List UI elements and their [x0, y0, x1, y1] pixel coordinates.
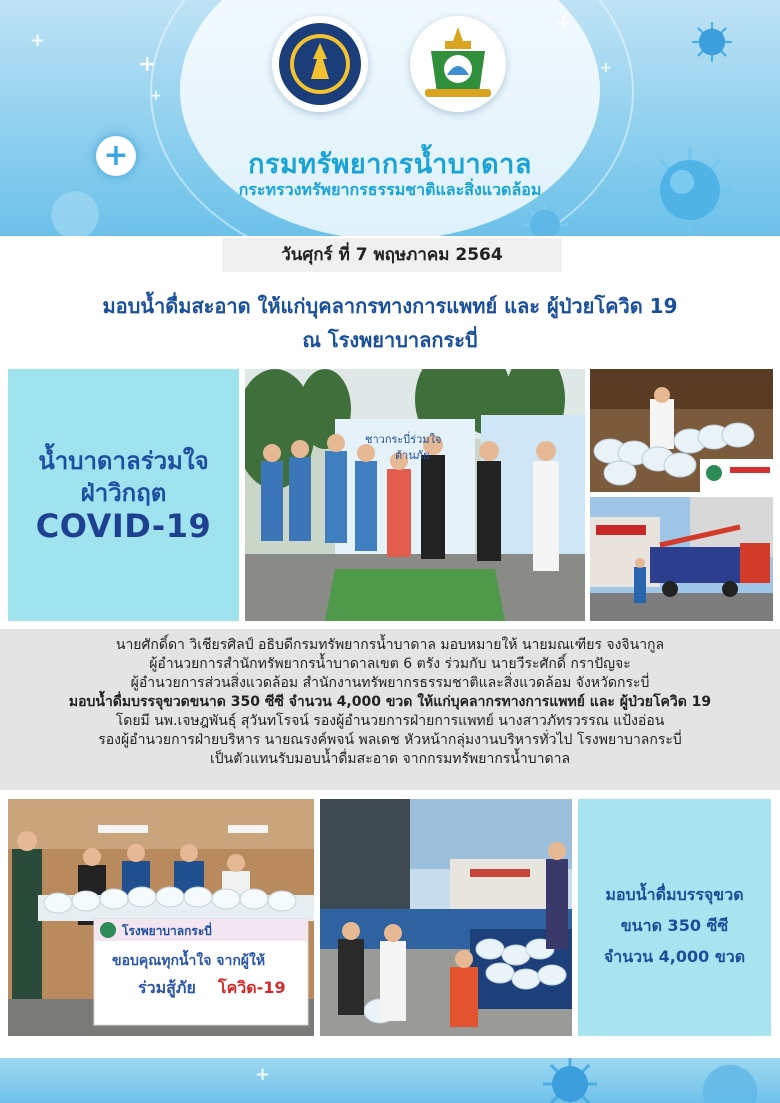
banner-line2b: โควิด-19: [218, 978, 286, 997]
hospital-handover-photo: [8, 799, 314, 1036]
plus-icon: +: [30, 30, 46, 51]
plus-icon: +: [600, 60, 612, 76]
unloading-photo: [320, 799, 572, 1036]
virus-icon: [520, 200, 570, 236]
header-banner: [0, 0, 780, 236]
virus-icon: [690, 1058, 770, 1103]
slogan-line3: COVID-19: [35, 507, 212, 545]
department-title: กรมทรัพยากรน้ำบาดาล: [248, 149, 532, 180]
headline-line1: มอบน้ำดื่มสะอาด ให้แก่บุคลากรทางการแพทย์ และ ผู้ป่วยโควิด 19: [102, 294, 678, 318]
ministry-subtitle: กระทรวงทรัพยากรธรรมชาติและสิ่งแวดล้อม: [238, 180, 542, 199]
description-line: นายศักดิ์ดา วิเชียรศิลป์ อธิบดีกรมทรัพยากรน้ำบาดาล มอบหมายให้ นายมณเฑียร จงจินากูล: [115, 637, 665, 653]
description-highlight: มอบน้ำดื่มบรรจุขวดขนาด 350 ซีซี จำนวน 4,000 ขวด ให้แก่บุคลากรทางการแพทย์ และ ผู้ป่วยโควิด 19: [68, 694, 712, 710]
plus-icon: +: [255, 1064, 271, 1085]
summary-line1: มอบน้ำดื่มบรรจุขวด: [605, 885, 744, 904]
virus-icon: [540, 1058, 600, 1103]
headline-line2: ณ โรงพยาบาลกระบี่: [302, 328, 478, 352]
summary-line2: ขนาด 350 ซีซี: [620, 916, 729, 935]
slogan-line1: น้ำบาดาลร่วมใจ: [38, 447, 209, 475]
group-photo: [245, 369, 585, 621]
description-line: รองผู้อำนวยการฝ่ายบริหาร นายณรงค์พจน์ พลเดช หัวหน้ากลุ่มงานบริหารทั่วไป โรงพยาบาลกระบี่: [98, 732, 682, 748]
medical-cross-icon: +: [96, 136, 136, 176]
banner-line1: ขอบคุณทุกน้ำใจ จากผู้ให้: [112, 953, 266, 969]
summary-line3: จำนวน 4,000 ขวด: [603, 947, 746, 966]
plus-icon: +: [555, 10, 572, 34]
ministry-logo: [410, 16, 506, 112]
department-logo: [272, 16, 368, 112]
description-box: [0, 629, 780, 790]
truck-photo: [590, 497, 773, 621]
plus-icon: +: [138, 52, 157, 77]
slogan-box: [8, 369, 239, 621]
group-sign-text2: ต้านภัย: [395, 449, 430, 462]
plus-icon: +: [150, 88, 162, 104]
description-line: เป็นตัวแทนรับมอบน้ำดื่มสะอาด จากกรมทรัพยากรน้ำบาดาล: [209, 751, 571, 767]
description-line: ผู้อำนวยการสำนักทรัพยากรน้ำบาดาลเขต 6 ตรัง ร่วมกับ นายวีระศักดิ์ กราปัญจะ: [149, 656, 631, 672]
date-label: วันศุกร์ ที่ 7 พฤษภาคม 2564: [222, 238, 562, 272]
banner-line2a: ร่วมสู้ภัย: [138, 978, 196, 997]
summary-box: [578, 799, 771, 1036]
description-line: ผู้อำนวยการส่วนสิ่งแวดล้อม สำนักงานทรัพยากรธรรมชาติและสิ่งแวดล้อม จังหวัดกระบี่: [130, 675, 650, 691]
virus-icon: [690, 20, 734, 64]
description-line: โดยมี นพ.เจษฎพันธุ์ สุวันทโรจน์ รองผู้อำนวยการฝ่ายการแพทย์ นางสาวภัทรวรรณ แป้งอ่อน: [115, 713, 665, 729]
banner-title: โรงพยาบาลกระบี่: [122, 924, 212, 938]
water-bags-photo: [590, 369, 773, 492]
slogan-line2: ฝ่าวิกฤต: [80, 479, 167, 507]
footer-banner: [0, 1058, 780, 1103]
group-sign-text: ชาวกระบี่ร่วมใจ: [365, 433, 442, 446]
